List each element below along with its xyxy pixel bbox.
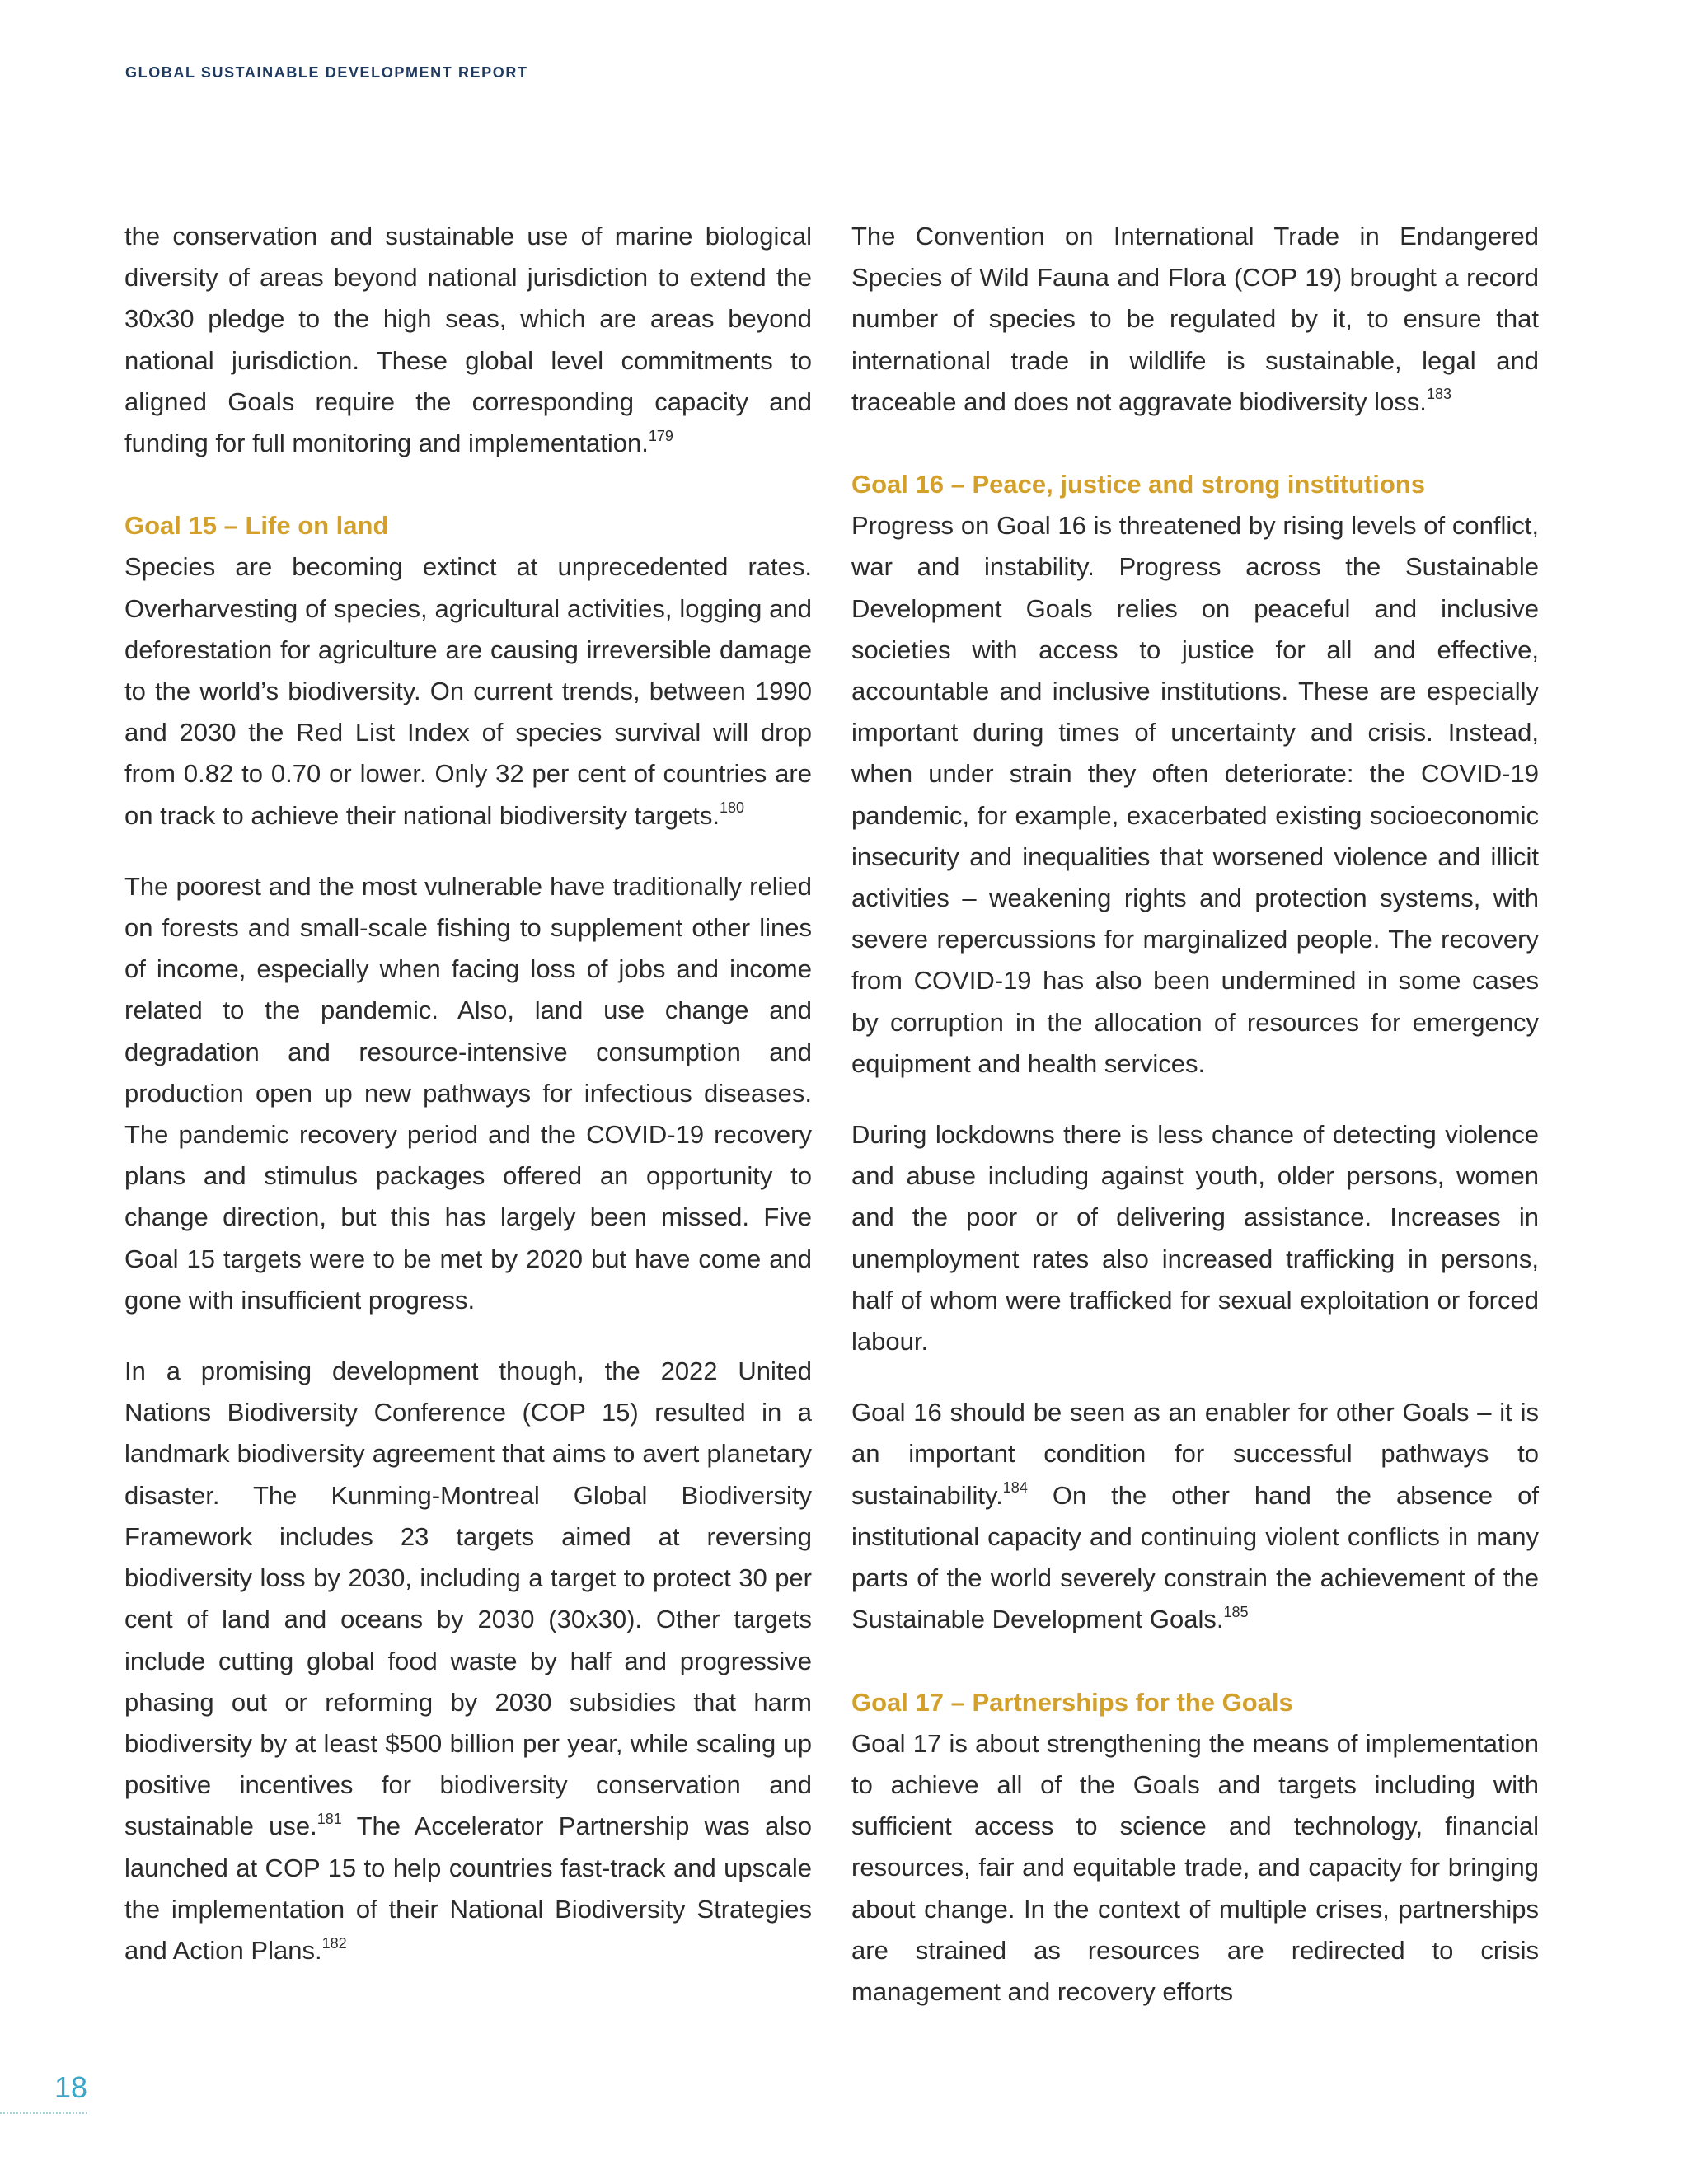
footnote-ref: 184 <box>1002 1479 1028 1497</box>
page-number-rule <box>0 2112 87 2114</box>
footnote-ref: 182 <box>321 1934 347 1952</box>
page-number: 18 <box>54 2070 88 2104</box>
paragraph <box>124 546 812 836</box>
footnote-ref: 181 <box>316 1810 342 1827</box>
paragraph-text: The poorest and the most vulnerable have traditionally relied on forests and small-scale fishing to supplement other lines of income, especially when facing loss of jobs and income related to the pandemic. Also, land use change and degradation and resource-intensive consumption and production open up new pathways for infectious diseases. The pandemic recovery period and the COVID-19 recovery plans and stimulus packages offered an opportunity to change direction, but this has largely been missed. Five Goal 15 targets were to be met by 2020 but have come and gone with insufficient progress. <box>124 871 812 1315</box>
goal-17-heading: Goal 17 – Partnerships for the Goals <box>851 1687 1293 1717</box>
paragraph-text: Goal 16 should be seen as an enabler for other Goals – it is an important condition for successful pathways to sustainability. <box>851 1398 1539 1510</box>
footnote-ref: 180 <box>720 799 745 817</box>
paragraph <box>851 505 1539 1085</box>
section-spacer <box>851 1641 1539 1682</box>
footnote-ref: 183 <box>1426 386 1451 403</box>
paragraph <box>124 866 812 1321</box>
paragraph <box>124 216 812 464</box>
right-column <box>851 216 1539 2013</box>
left-column <box>124 216 812 2001</box>
goal-16-heading: Goal 16 – Peace, justice and strong institutions <box>851 470 1425 499</box>
paragraph <box>124 1351 812 1971</box>
footnote-ref: 185 <box>1223 1603 1249 1620</box>
paragraph-text: The Convention on International Trade in Endangered Species of Wild Fauna and Flora (COP 19) brought a record number of species to be regulated by it, to ensure that international trade in wildlife is sustainable, legal and traceable and does not aggravate biodiversity loss. <box>851 222 1539 416</box>
paragraph <box>851 216 1539 423</box>
paragraph <box>851 1392 1539 1640</box>
footnote-ref: 179 <box>648 427 673 444</box>
section-spacer <box>124 464 812 505</box>
paragraph-text: In a promising development though, the 2022 United Nations Biodiversity Conference (COP 15) resulted in a landmark biodiversity agreement that aims to avert planetary disaster. The Kunming-Montreal Global Biodiversity Framework includes 23 targets aimed at reversing biodiversity loss by 2030, including a target to protect 30 per cent of land and oceans by 2030 (30x30). Other targets include cutting global food waste by half and progressive phasing out or reforming by 2030 subsidies that harm biodiversity by at least $500 billion per year, while scaling up positive incentives for biodiversity conservation and sustainable use. <box>124 1357 812 1841</box>
paragraph-text: The Accelerator Partnership was also launched at COP 15 to help countries fast-track and upscale the implementation of their National Biodiversity Strategies and Action Plans. <box>124 1811 812 1965</box>
paragraph <box>851 1114 1539 1362</box>
section-spacer <box>851 423 1539 464</box>
paragraph-text: Goal 17 is about strengthening the means of implementation to achieve all of the Goals and targets including with sufficient access to science and technology, financial resources, fair and equitable trade, and capacity for bringing about change. In the context of multiple crises, partnerships are strained as resources are redirected to crisis management and recovery efforts <box>851 1728 1539 2006</box>
paragraph-text: During lockdowns there is less chance of detecting violence and abuse including against youth, older persons, women and the poor or of delivering assistance. Increases in unemployment rates also increased trafficking in persons, half of whom were trafficked for sexual exploitation or forced labour. <box>851 1120 1539 1357</box>
paragraph-text: Species are becoming extinct at unprecedented rates. Overharvesting of species, agricultural activities, logging and deforestation for agriculture are causing irreversible damage to the world’s biodiversity. On current trends, between 1990 and 2030 the Red List Index of species survival will drop from 0.82 to 0.70 or lower. Only 32 per cent of countries are on track to achieve their national biodiversity targets. <box>124 552 812 830</box>
paragraph-text: On the other hand the absence of institutional capacity and continuing violent conflicts in many parts of the world severely constrain the achievement of the Sustainable Development Goals. <box>851 1480 1539 1634</box>
paragraph <box>851 1723 1539 2013</box>
paragraph-text: Progress on Goal 16 is threatened by rising levels of conflict, war and instability. Progress across the Sustainable Development Goals relies on peaceful and inclusive societies with access to justice for all and effective, accountable and inclusive institutions. These are especially important during times of uncertainty and crisis. Instead, when under strain they often deteriorate: the COVID-19 pandemic, for example, exacerbated existing socioeconomic insecurity and inequalities that worsened violence and illicit activities – weakening rights and protection systems, with severe repercussions for marginalized people. The recovery from COVID-19 has also been undermined in some cases by corruption in the allocation of resources for emergency equipment and health services. <box>851 511 1539 1078</box>
running-header: GLOBAL SUSTAINABLE DEVELOPMENT REPORT <box>125 64 528 81</box>
goal-15-heading: Goal 15 – Life on land <box>124 511 389 541</box>
paragraph-text: the conservation and sustainable use of marine biological diversity of areas beyond national jurisdiction to extend the 30x30 pledge to the high seas, which are areas beyond national jurisdiction. These global level commitments to aligned Goals require the corresponding capacity and funding for full monitoring and implementation. <box>124 222 812 458</box>
